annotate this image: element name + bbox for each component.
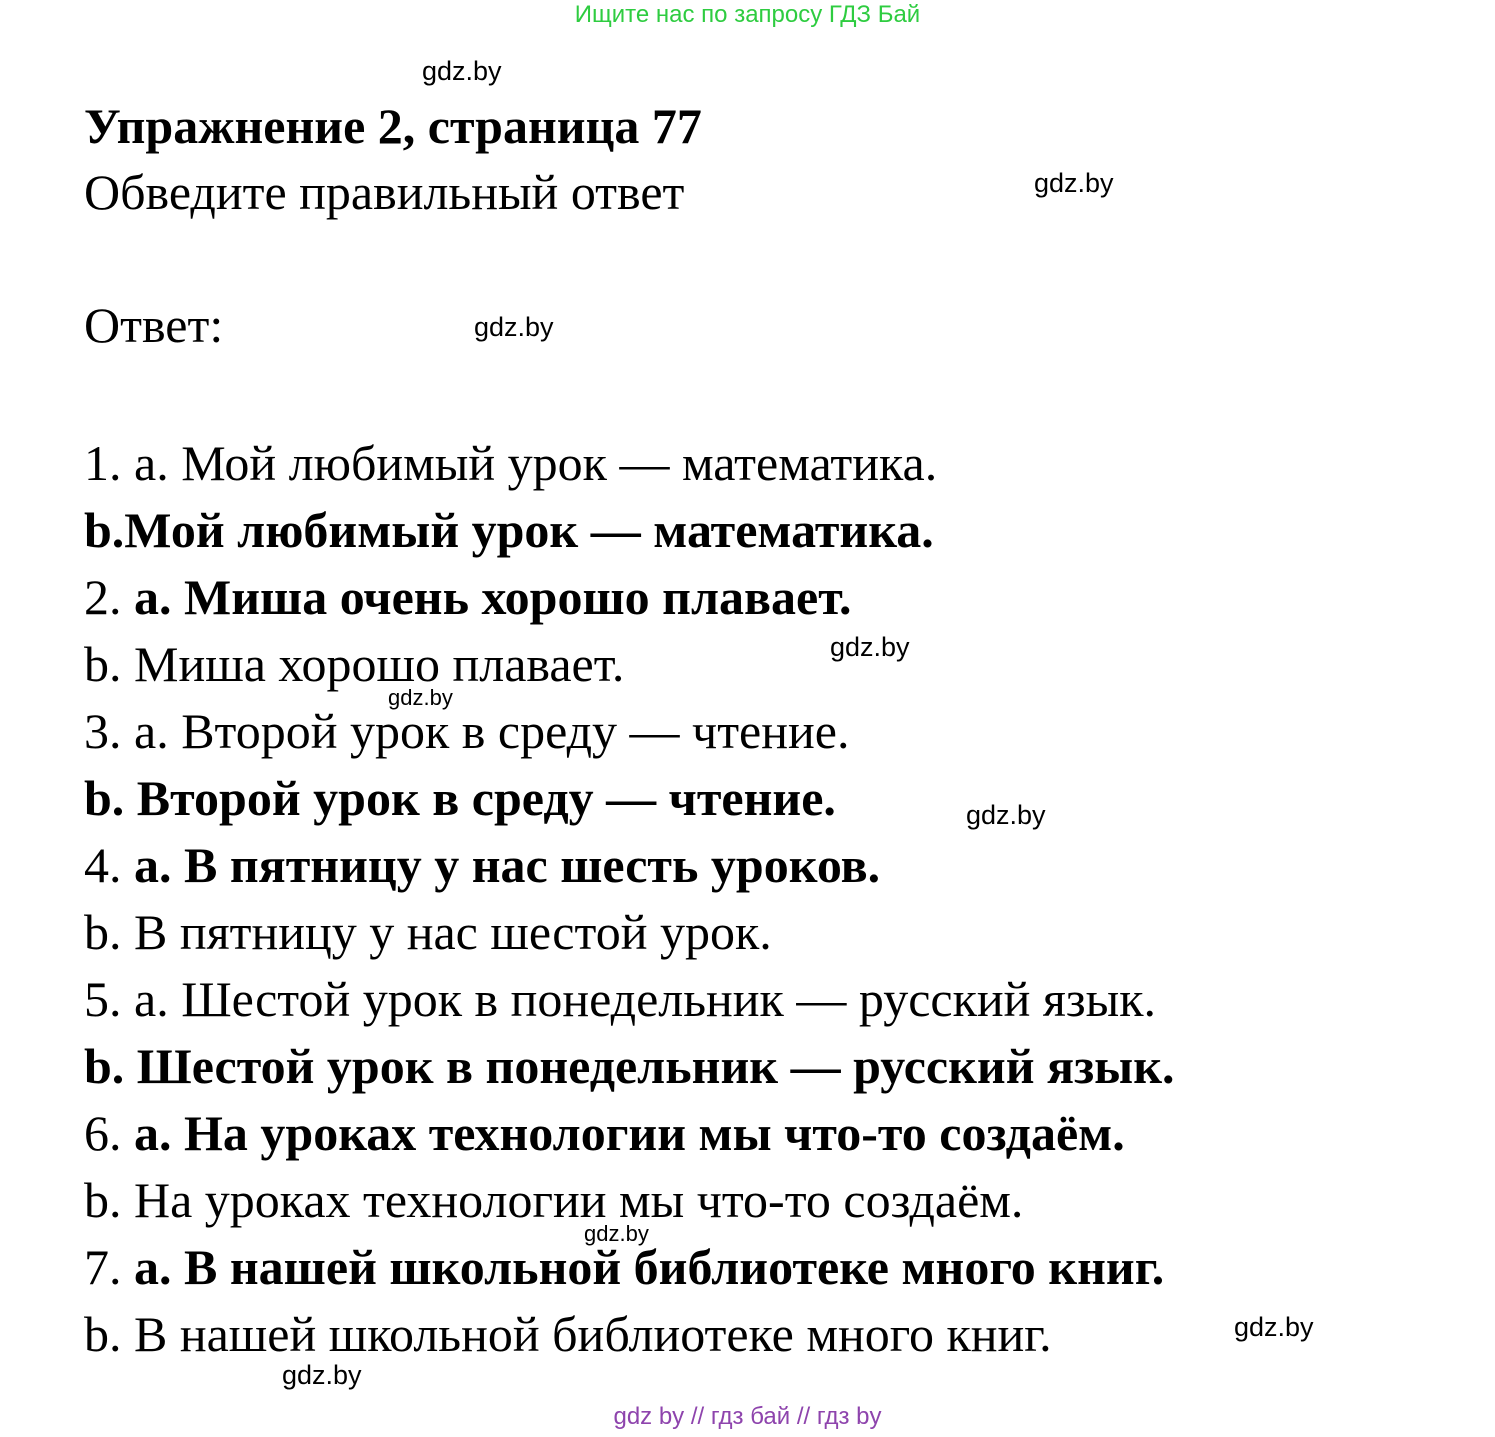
exercise-instruction: Обведите правильный ответ [84, 164, 685, 220]
answer-line: 1. а. Мой любимый урок — математика. [84, 435, 938, 491]
answer-line: b. Второй урок в среду — чтение. [84, 770, 836, 826]
answer-line: 7. а. В нашей школьной библиотеке много книг. [84, 1239, 1165, 1295]
exercise-title: Упражнение 2, страница 77 [84, 98, 702, 154]
answer-line: 3. а. Второй урок в среду — чтение. [84, 703, 850, 759]
answer-line: 6. а. На уроках технологии мы что-то создаём. [84, 1105, 1125, 1161]
bottom-footer-banner: gdz by // гдз бай // гдз by [613, 1403, 882, 1430]
answer-line: b.Мой любимый урок — математика. [84, 502, 934, 558]
watermark: gdz.by [1234, 1312, 1314, 1342]
answer-line: b. Миша хорошо плавает. [84, 636, 625, 692]
answer-line: b. В нашей школьной библиотеке много книг. [84, 1306, 1052, 1362]
answer-line: b. Шестой урок в понедельник — русский язык. [84, 1038, 1175, 1094]
watermark: gdz.by [584, 1221, 649, 1246]
watermark: gdz.by [388, 685, 453, 710]
watermark: gdz.by [1034, 168, 1114, 198]
watermark: gdz.by [422, 56, 502, 86]
answer-line: 5. а. Шестой урок в понедельник — русский язык. [84, 971, 1157, 1027]
answer-line: b. На уроках технологии мы что-то создаём. [84, 1172, 1024, 1228]
answer-line: b. В пятницу у нас шестой урок. [84, 904, 772, 960]
top-search-banner: Ищите нас по запросу ГДЗ Бай [574, 1, 921, 28]
watermark: gdz.by [474, 312, 554, 342]
answer-label: Ответ: [84, 297, 224, 353]
answer-line: 4. а. В пятницу у нас шесть уроков. [84, 837, 881, 893]
watermark: gdz.by [966, 800, 1046, 830]
answer-line: 2. а. Миша очень хорошо плавает. [84, 569, 852, 625]
watermark: gdz.by [830, 632, 910, 662]
watermark: gdz.by [282, 1360, 362, 1390]
